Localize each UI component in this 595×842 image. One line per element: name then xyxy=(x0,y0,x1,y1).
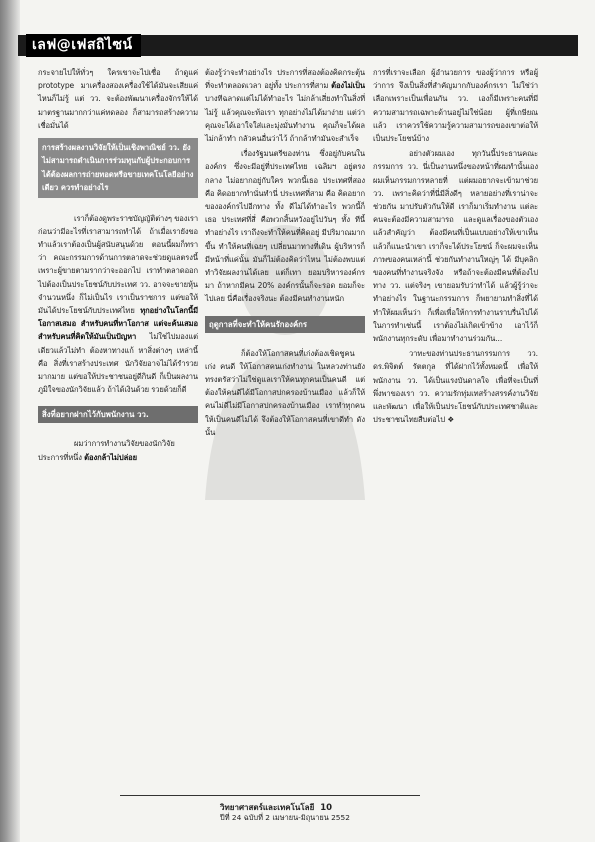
page-gutter xyxy=(0,0,20,842)
section-title: เลฟ@เฟสถิไซน์ xyxy=(26,34,141,57)
paragraph: วาทะของท่านประธานกรรมการ วว. ดร.พิจิตต์ รัตตกุล ที่ได้ฝากไว้ทั้งหมดนี้ เพื่อให้พนักงาน วว. ได้เป็นแรงบันดาลใจ เพื่อที่จะเป็นที่พึ่งพาของเรา วว. ความรักทุ่มเทสร้างสรรค์งานวิจัยและพัฒนา เพื่อให้เป็นประโยชน์กับประเทศชาติและประชาชนไทยสืบต่อไป ❖ xyxy=(373,349,538,425)
subheading: ฤดูกาลที่จะทำให้คนรักองค์กร xyxy=(205,316,365,333)
subheading: สิ่งที่อยากฝากไว้กับพนักงาน วว. xyxy=(38,406,198,423)
footer-rule xyxy=(120,795,420,796)
paragraph: ต้องรู้ว่าจะทำอย่างไร ประการที่สองต้องคิดกระตุ้นที่จะทำตลอดเวลา อยู่ทั้ง ประการที่สาม ต้องไม่เป็น บางทีฉลาดแต่ไม่ได้ทำอะไร ไม่กล้าเสี่ยงทำในสิ่งที่ไม่รู้ แล้วคุณจะท้อเรา ทุกอย่างไม่ได้มาง่าย แต่ว่าคุณจะได้เอาใจใส่และมุ่งมั่นทำงาน คุณก็จะได้ผล ไม่กล้าทำ กลัวคนอื่นว่าไว้ ถ้ากล้าทำมันจะสำเร็จ xyxy=(205,68,365,144)
paragraph: อย่างตัวผมเอง ทุกวันนี้ประธานคณะกรรมการ วว. นี่เป็นงานหนึ่งของหน้าที่ผมทำนั้นเอง ผมเห็นกรรมการหลายที่ แต่ผมอยากจะเข้ามาช่วย วว. เพราะคิดว่าที่นี่มีสิ่งดีๆ หลายอย่างที่เราน่าจะช่วยกัน มาปรับตัวกันให้ดี เราก็มาเริ่มทำงาน แต่ละคนจะต้องมีความสามารถ และดูแลเรื่องของตัวเอง แล้วสำคัญว่า ต้องมีคนที่เป็นแบบอย่างให้เขาเห็น แล้วก็แนะนำเขา เราก็จะได้ประโยชน์ ก็จะผมจะเห็นภาพของคนเหล่านี้ ช่วยกันทำงานใหญ่ๆ ได้ มีบุคลิกของคนที่ทำงานจริงจัง หรือถ้าจะต้องมีคนที่ต้องไปทาง วว. แต่จริงๆ เขายอมรับว่าทำได้ แล้วผู้รู้ว่าจะทำอย่างไร ในฐานะกรรมการ ก็พยายามทำสิ่งที่ได้ทำให้ผมเห็นว่า ก็เพื่อเพื่อให้การทำงานราบรื่นไปได้ ในการทำเช่นนี้ เราต้องไม่เกิดเข้าข้าง เอาไว้ก็พนักงานทุกระดับ เพื่อมาทำงานร่วมกัน... xyxy=(373,149,538,344)
paragraph: ผมว่าการทำงานวิจัยของนักวิจัย ประการที่หนึ่ง ต้องกล้าไม่ปล่อย xyxy=(38,439,175,462)
magazine-name: วิทยาศาสตร์และเทคโนโลยี xyxy=(220,803,315,812)
column-1 xyxy=(38,66,198,466)
footer xyxy=(220,803,420,823)
column-3 xyxy=(373,66,538,428)
column-2 xyxy=(205,66,365,441)
page-number: 10 xyxy=(320,803,333,813)
paragraph: กระจายไปให้ทั่วๆ ใครเขาจะไปเชื่อ ถ้าดูแค่ prototype มาเครื่องสองเครื่องใช้ได้มันจะเสียแค่ไหนก็ไม่รู้ แต่ วว. จะต้องพัฒนาเครื่องจักรให้ได้มาตรฐานมากกว่าแค่ทดลอง ก็สามารถสร้างความเชื่อมั่นได้ xyxy=(38,68,198,130)
emphasis-text: ต้องกล้าไม่ปล่อย xyxy=(84,452,137,462)
paragraph: เราก็ต้องดูพระราชบัญญัติต่างๆ ของเราก่อนว่ามีอะไรที่เราสามารถทำได้ ถ้าเมื่อเรายังขอทำแล้วเราต้องเป็นผู้สนับสนุนด้วย ตอนนี้ผมก็ทราว่า คณะกรรมการด้านการตลาดจะช่วยดูแลตรงนี้ เพราะผู้ขายตามรากว่าจะออกไป เราทำตลาดออกไปต้องเป็นประโยชน์กับประเทศ วว. อาจจะขายหุ้นจำนวนหนึ่ง ก็ไม่เป็นไร เราเป็นราชการ แต่ขอให้มันได้ประโยชน์กับประเทศไทย ทุกอย่างในโลกนี้มีโอกาสเสมอ สำหรับคนที่หาโอกาส แต่จะค้นเสมอสำหรับคนที่คิดให้มันเป็นปัญหา ไม่ใช่ไปมองแต่เดียวแล้วไม่ทำ ต้องหาทางแก้ หาสิ่งต่างๆ เหล่านี้ คือ สิ่งที่เราสร้างประเทศ นักวิจัยอาจไม่ได้รำรวยมากมาย แต่ขอให้ประชาชนอยู่ดีกินดี ก็เป็นผลงานภูมิใจของนักวิจัยแล้ว ถ้าได้เงินด้วย รวยด้วยก็ดี xyxy=(38,213,198,395)
paragraph: ก็ต้องให้โอกาสคนที่เก่งต้องเชิดชูคนเก่ง คนดี ให้โอกาสคนเก่งทำงาน ในหลวงท่านยังทรงตรัสว่าไม่ใช่ดูแลเราให้คนทุกคนเป็นคนดี แต่ต้องให้คนดีได้มีโอกาสปกครองบ้านเมือง แล้วก็ให้คนไม่ดีไม่มีโอกาสปกครองบ้านเมือง เราทำทุกคนให้เป็นคนดีไม่ได้ จึงต้องให้โอกาสคนที่เขาดีทำ ดังนั้น xyxy=(205,348,365,437)
emphasis-text: ทุกอย่างในโลกนี้มีโอกาสเสมอ สำหรับคนที่หาโอกาส แต่จะค้นเสมอสำหรับคนที่คิดให้มันเป็นปัญหา xyxy=(38,306,198,342)
question-box: การสร้างผลงานวิจัยให้เป็นเชิงพาณิชย์ วว. ยังไม่สามารถดำเนินการร่วมทุนกับผู้ประกอบการได้ต้องผลการถ่ายทอดหรือขายเทคโนโลยีอย่างเดียว ควรทำอย่างไร xyxy=(38,138,198,198)
paragraph: การที่เราจะเลือก ผู้อำนวยการ ของผู้ว่าการ หรือผู้ว่าการ จึงเป็นสิ่งที่สำคัญมากกับองค์กรเรา ไม่ใช่ว่าเลือกเพราะเป็นเพื่อนกัน วว. เองก็มีเพราะคนที่มีความสามารถเฉพาะด้านอยู่ไม่ใช่น้อย ผู้ที่เกษียณแล้ว เราควรใช้ความรู้ความสามารถของเขาต่อให้เป็นประโยชน์บ้าง xyxy=(373,68,538,144)
emphasis-text: ต้องไม่เป็น xyxy=(331,81,365,91)
end-bullet-icon: ❖ xyxy=(447,415,455,425)
paragraph: เรื่องรัฐมนตรีของท่าน ซึ่งอยู่กับคนในองค์กร ซึ่งจะมีอยู่ที่ประเทศไทย เฉลิมฯ อยู่ตรงกลาง ไม่อยากอยู่กับใคร พวกนี้เธอ ประเทศที่สองคือ คิดอยากทำนั่นทำนี่ ประเทศที่สาม คือ คิดอยากขององค์กรไปอีกทาง ทั้ง ดีไม่ได้ทำอะไร พวกนี้ก็เธอ ประเทศที่สี่ คือพวกสิ้นหวังอยู่ไปวันๆ ทั้ง ทีนี้ ทำอย่างไร เราถึงจะทำให้คนที่คิดอยู่ มีปริมาณมากขึ้น ทำให้คนที่เฉยๆ เปลี่ยนมาทางที่เดิน ผู้บริหารก็มีหน้าที่แค่นั้น มันก็ไม่ต้องคิดว่าไหน ไม่ต้องพบแต่ทำวิจัยผลงานได้เลย แต่ก็เทา ยอมบริหารองค์กรมา ถ้าหากมีคน 20% องค์กรนั้นก็จะรอด ยอมก็จะไปเลย นี่คือเรื่องจริงนะ ต้องมีคนทำงานหนัก xyxy=(205,149,365,304)
issue-info: ปีที่ 24 ฉบับที่ 2 เมษายน-มิถุนายน 2552 xyxy=(220,813,350,822)
